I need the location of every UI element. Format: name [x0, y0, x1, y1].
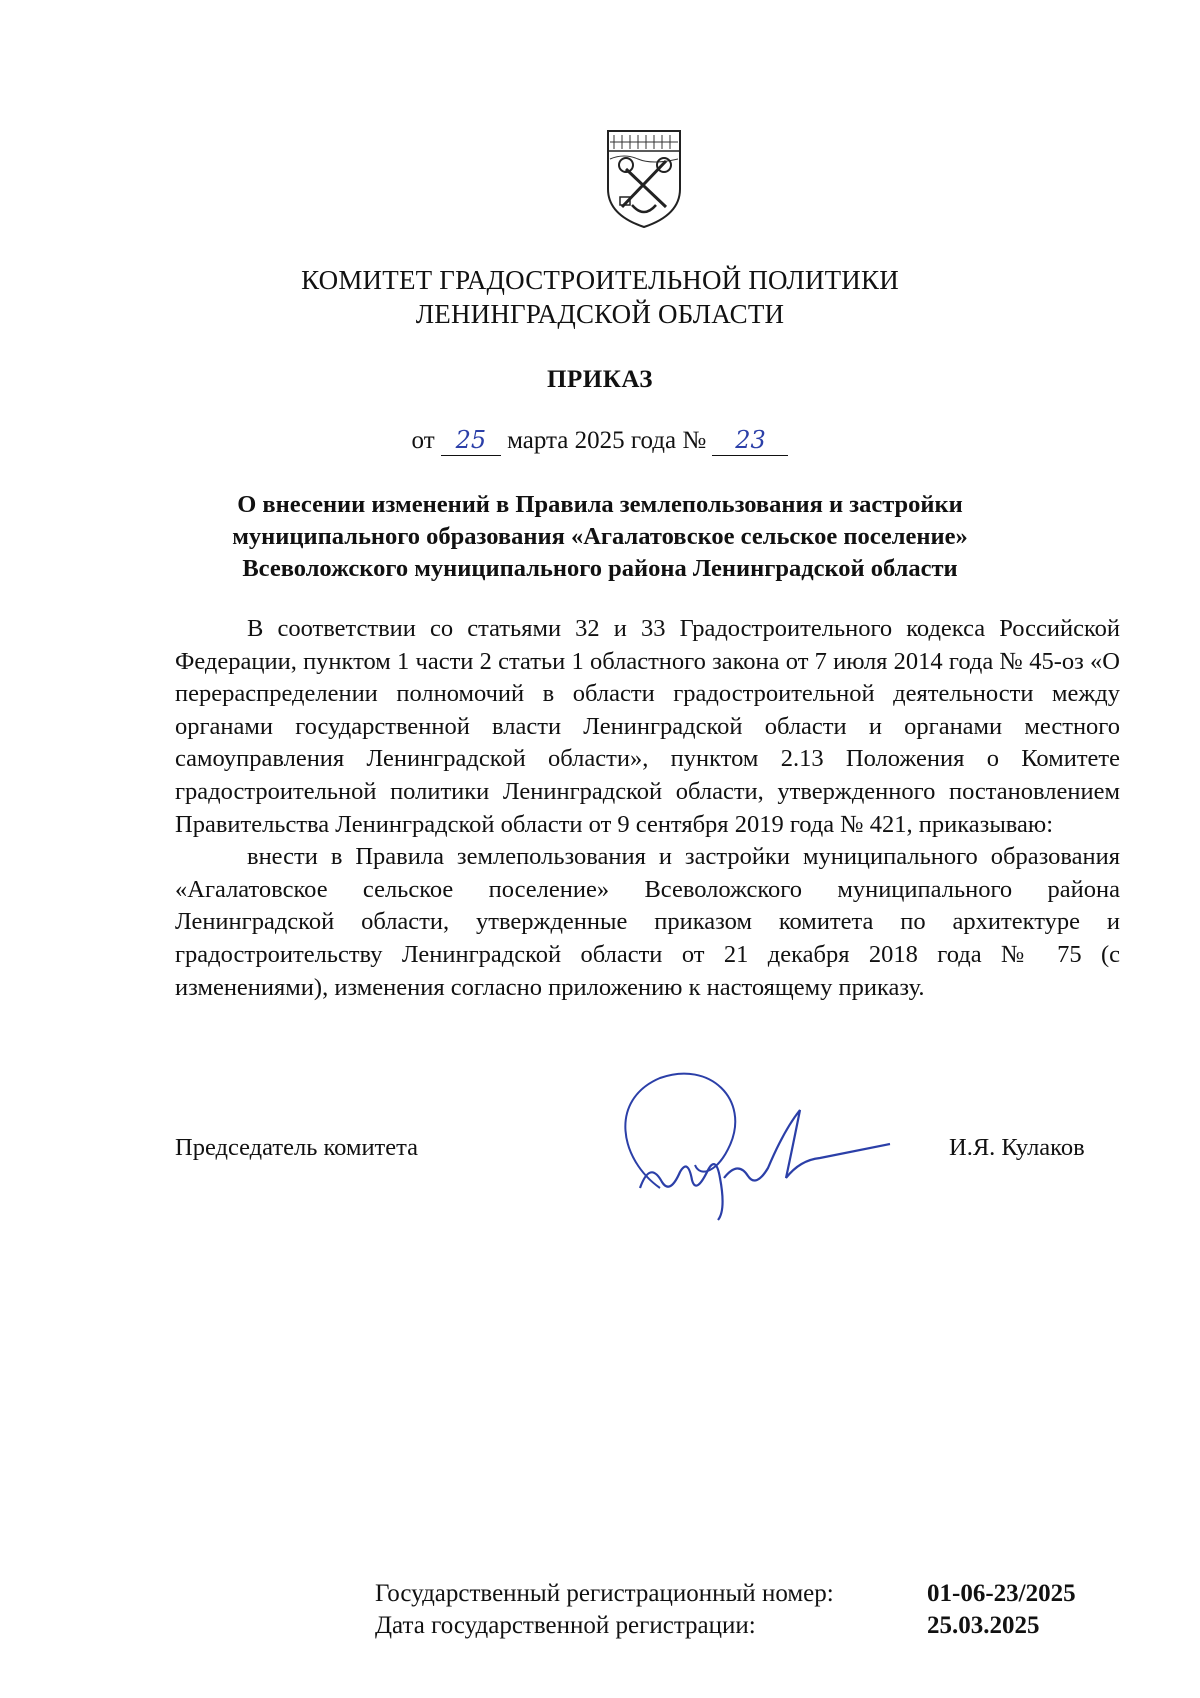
registration-date-label: Дата государственной регистрации:: [375, 1612, 756, 1639]
organization-name-line2: ЛЕНИНГРАДСКОЙ ОБЛАСТИ: [415, 299, 785, 329]
document-type-title: ПРИКАЗ: [547, 366, 653, 393]
body-paragraph-2: внести в Правила землепользования и застройки муниципального образования «Агалатовское сельское поселение» Всеволожского муниципального района Ленинградской области, утвержденные приказом комитета по архитектуре и градостроительству Ленинградской области от 21 декабря 2018 года № 75 (с изменениями), изменения согласно приложению к настоящему приказу.: [175, 843, 1120, 1001]
signatory-name: И.Я. Кулаков: [949, 1134, 1085, 1161]
date-line: [0, 425, 1200, 456]
organization-name-line1: КОМИТЕТ ГРАДОСТРОИТЕЛЬНОЙ ПОЛИТИКИ: [301, 265, 899, 295]
registration-number-value: 01-06-23/2025: [927, 1580, 1076, 1607]
order-body: [175, 613, 1120, 1004]
date-day-handwritten: 25: [441, 425, 501, 456]
body-paragraph-1: В соответствии со статьями 32 и 33 Градостроительного кодекса Российской Федерации, пунктом 1 части 2 статьи 1 областного закона от 7 июля 2014 года № 45-оз «О перераспределении полномочий в области градостроительной деятельности между органами государственной власти Ленинградской области и органами местного самоуправления Ленинградской области», пунктом 2.13 Положения о Комитете градостроительной политики Ленинградской области, утвержденного постановлением Правительства Ленинградской области от 9 сентября 2019 года № 421, приказываю:: [175, 615, 1120, 838]
order-number-handwritten: 23: [712, 425, 788, 456]
signatory-position: Председатель комитета: [175, 1134, 419, 1161]
subject-line3: Всеволожского муниципального района Ленинградской области: [242, 555, 958, 582]
subject-line2: муниципального образования «Агалатовское сельское поселение»: [232, 523, 968, 550]
coat-of-arms-emblem: [604, 127, 684, 231]
handwritten-signature: [600, 1060, 900, 1230]
date-month-year: марта 2025 года №: [507, 427, 707, 454]
date-prefix: от: [411, 427, 435, 454]
registration-number-label: Государственный регистрационный номер:: [375, 1580, 834, 1607]
order-subject: [170, 489, 1030, 585]
registration-date-value: 25.03.2025: [927, 1612, 1040, 1639]
subject-line1: О внесении изменений в Правила землепользования и застройки: [237, 491, 963, 518]
